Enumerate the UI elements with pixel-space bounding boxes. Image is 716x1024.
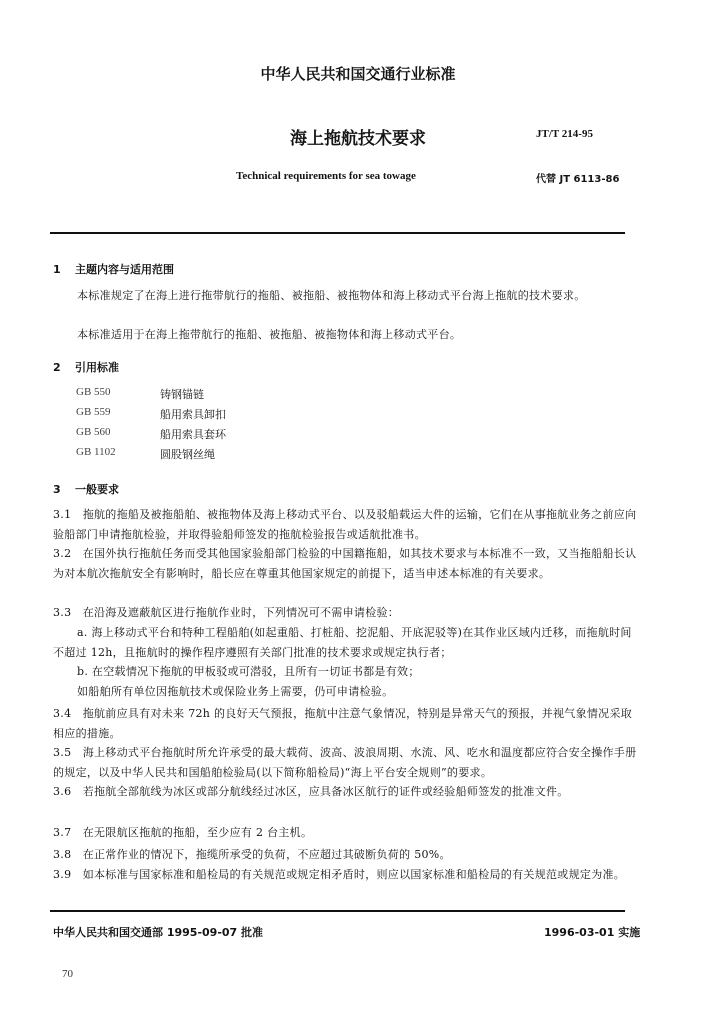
section-number: 1 [53, 263, 61, 276]
clause-3-7: 3.7 在无限航区拖航的拖船，至少应有 2 台主机。 [53, 826, 313, 839]
reference-name: 船用索具卸扣 [160, 408, 226, 421]
section-2-heading [53, 359, 119, 375]
clause-3-3-a: a. 海上移动式平台和特种工程船舶(如起重船、打桩船、挖泥船、开底泥驳等)在其作业区域内迁移，而拖航时间不超过 12h，且拖航时的操作程序遵照有关部门批准的技术要求或规定执行者； [53, 626, 632, 659]
reference-code: GB 1102 [76, 446, 116, 458]
footer-divider [50, 910, 625, 912]
reference-name: 铸钢锚链 [160, 388, 204, 401]
clause-3-5: 3.5 海上移动式平台拖航时所允许承受的最大载荷、波高、波浪周期、水流、风、吃水和温度都应符合安全操作手册的规定，以及中华人民共和国船舶检验局(以下简称船检局)“海上平台安全规则”的要求。 [53, 746, 637, 779]
english-title: Technical requirements for sea towage [236, 170, 416, 182]
section-1-heading [53, 261, 174, 277]
header-divider [50, 232, 625, 234]
section-title: 引用标准 [75, 361, 119, 374]
clause-3-3: 3.3 在沿海及遮蔽航区进行拖航作业时，下列情况可不需申请检验： [53, 606, 400, 619]
page-number: 70 [62, 968, 73, 980]
section-3-heading [53, 481, 119, 497]
standard-code: JT/T 214-95 [536, 128, 593, 140]
reference-name: 船用索具套环 [160, 428, 226, 441]
section-title: 一般要求 [75, 483, 119, 496]
clause-3-9: 3.9 如本标准与国家标准和船检局的有关规范或规定相矛盾时，则应以国家标准和船检局的有关规范或规定为准。 [53, 868, 626, 881]
clause-3-8: 3.8 在正常作业的情况下，拖缆所承受的负荷，不应超过其破断负荷的 50%。 [53, 848, 451, 861]
reference-code: GB 559 [76, 406, 111, 418]
paragraph: 本标准适用于在海上拖带航行的拖船、被拖船、被拖物体和海上移动式平台。 [77, 328, 462, 341]
section-number: 2 [53, 361, 61, 374]
clause-3-4: 3.4 拖航前应具有对未来 72h 的良好天气预报，拖航中注意气象情况，特别是异常天气的预报，并视气象情况采取相应的措施。 [53, 707, 633, 740]
reference-code: GB 560 [76, 426, 111, 438]
reference-name: 圆股钢丝绳 [160, 448, 215, 461]
clause-3-2: 3.2 在国外执行拖航任务而受其他国家验船部门检验的中国籍拖船，如其技术要求与本标准不一致，又当拖船船长认为对本航次拖航安全有影响时，船长应在尊重其他国家规定的前提下，适当申述本标准的有关要求。 [53, 547, 637, 580]
implementation-date: 1996-03-01 实施 [544, 926, 641, 939]
section-title: 主题内容与适用范围 [75, 263, 174, 276]
clause-3-6: 3.6 若拖航全部航线为冰区或部分航线经过冰区，应具备冰区航行的证件或经验船师签发的批准文件。 [53, 785, 569, 798]
replaces-standard: 代替 JT 6113-86 [536, 174, 620, 185]
issuing-organization: 中华人民共和国交通行业标准 [260, 65, 456, 83]
paragraph: 本标准规定了在海上进行拖带航行的拖船、被拖船、被拖物体和海上移动式平台海上拖航的技术要求。 [77, 289, 586, 302]
clause-3-1: 3.1 拖航的拖船及被拖船舶、被拖物体及海上移动式平台、以及驳船载运大件的运输，它们在从事拖航业务之前应向验船部门申请拖航检验，并取得验船师签发的拖航检验报告或适航批准书。 [53, 508, 637, 541]
reference-code: GB 550 [76, 386, 111, 398]
clause-3-3-note: 如船舶所有单位因拖航技术或保险业务上需要，仍可申请检验。 [77, 685, 394, 698]
document-title: 海上拖航技术要求 [290, 129, 426, 149]
clause-3-3-b: b. 在空载情况下拖航的甲板驳或可潜驳，且所有一切证书都是有效； [77, 665, 420, 678]
section-number: 3 [53, 483, 61, 496]
approval-line: 中华人民共和国交通部 1995-09-07 批准 [53, 926, 264, 939]
